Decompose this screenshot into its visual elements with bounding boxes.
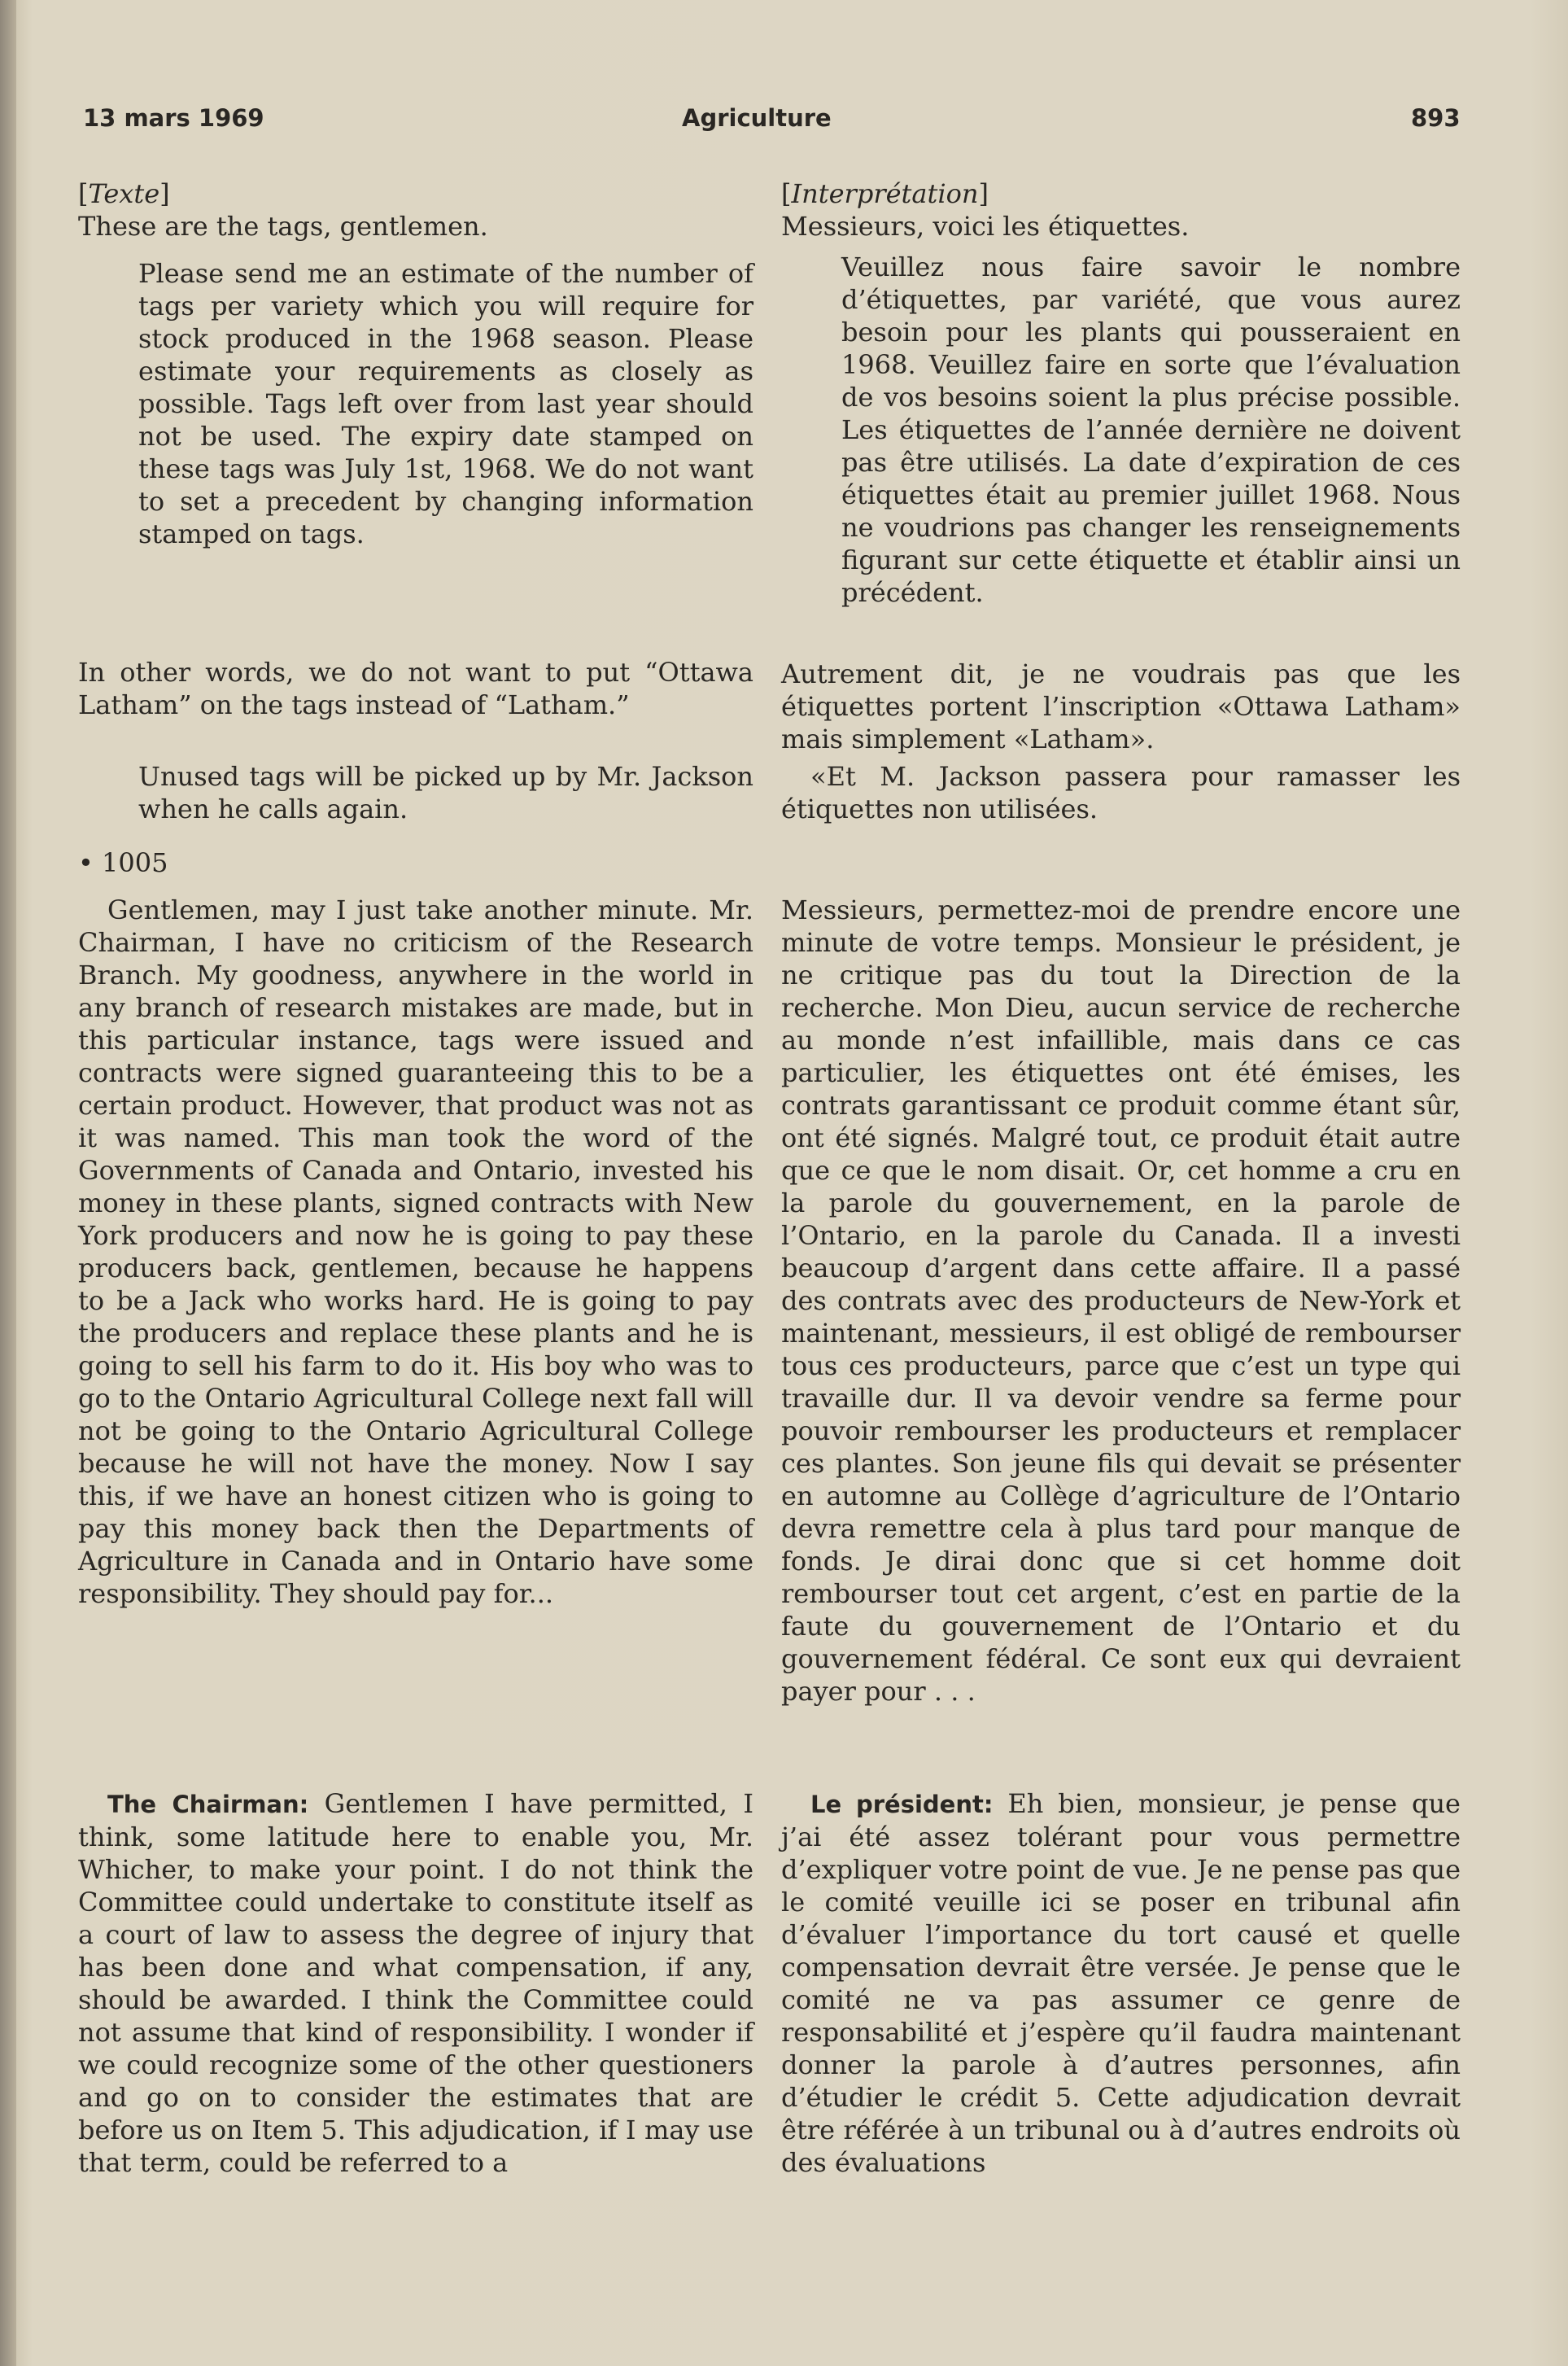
english-para-5: Gentlemen, may I just take another minute. Mr. Chairman, I have no criticism of the Research Branch. My goodness, anywhere in the world in any branch of research mistakes are made, but in this particular instance, tags were issued and contracts were signed guaranteeing this to be a certain product. However, that product was not as it was named. This man took the word of the Governments of Canada and Ontario, invested his money in these plants, signed contracts with New York producers and now he is going to pay these producers back, gentlemen, because he happens to be a Jack who works hard. He is going to pay the producers and replace these plants and he is going to sell his farm to do it. His boy who was to go to the Ontario Agricultural College next fall will not be going to the Ontario Agricultural College because he will not have the money. Now I say this, if we have an honest citizen who is going to pay this money back then the Departments of Agriculture in Canada and in Ontario have some responsibility. They should pay for... bbox=[78, 894, 753, 1609]
english-speaker: The Chairman: bbox=[107, 1791, 309, 1818]
english-para-1: These are the tags, gentlemen. bbox=[78, 211, 488, 242]
french-chairman bbox=[781, 1787, 1461, 2179]
english-unused-tags bbox=[78, 760, 753, 825]
header-page-number: 893 bbox=[1411, 104, 1461, 132]
header-date: 13 mars 1969 bbox=[83, 104, 264, 132]
french-label-open: [ bbox=[781, 178, 792, 209]
english-para-2: Please send me an estimate of the number of tags per variety which you will require for stock produced in the 1968 season. Please estimate your requirements as closely as possible. Tags left over from last year should not be used. The expiry date stamped on these tags was July 1st, 1968. We do not want to set a precedent by changing information stamped on tags. bbox=[138, 258, 753, 549]
french-label bbox=[781, 177, 1461, 243]
french-label-text: Interprétation bbox=[791, 178, 979, 209]
french-unused-tags bbox=[781, 760, 1461, 825]
english-label-open: [ bbox=[78, 178, 89, 209]
french-para-4: «Et M. Jackson passera pour ramasser les étiquettes non utilisées. bbox=[781, 761, 1461, 824]
header-title: Agriculture bbox=[682, 104, 832, 132]
english-chairman bbox=[78, 1787, 753, 2179]
time-marker-text: • 1005 bbox=[78, 847, 168, 878]
english-block-quote bbox=[78, 257, 753, 550]
english-label-close: ] bbox=[159, 178, 170, 209]
english-statement bbox=[78, 894, 753, 1610]
french-para-6: Eh bien, monsieur, je pense que j’ai été assez tolérant pour vous permettre d’expliquer votre point de vue. Je ne pense pas que le comité veuille ici se poser en tribunal afin d’évaluer l’importance du tort causé et quelle compensation devrait être versée. Je pense que le comité ne va pas assumer ce genre de responsabilité et j’espère qu’il faudra maintenant donner la parole à d’autres personnes, afin d’étudier le crédit 5. Cette adjudication devrait être référée à un tribunal ou à d’autres endroits où des évaluations bbox=[781, 1788, 1461, 2178]
binding-edge bbox=[0, 0, 16, 2366]
french-statement bbox=[781, 894, 1461, 1708]
french-label-close: ] bbox=[978, 178, 989, 209]
french-para-5: Messieurs, permettez-moi de prendre encore une minute de votre temps. Monsieur le président, je ne critique pas du tout la Direction de la recherche. Mon Dieu, aucun service de recherche au monde n’est infaillible, mais dans ce cas particulier, les étiquettes ont été émises, les contrats garantissant ce produit comme étant sûr, ont été signés. Malgré tout, ce produit était autre que ce que le nom disait. Or, cet homme a cru en la parole du gouvernement, en la parole de l’Ontario, en la parole du Canada. Il a investi beaucoup d’argent dans cette affaire. Il a passé des contrats avec des producteurs de New-York et maintenant, messieurs, il est obligé de rembourser tous ces producteurs, parce que c’est un type qui travaille dur. Il va devoir vendre sa ferme pour pouvoir rembourser les producteurs et remplacer ces plantes. Son jeune fils qui devait se présenter en automne au Collège d’agriculture de l’Ontario devra remettre cela à plus tard pour manque de fonds. Je dirai donc que si cet homme doit rembourser tout cet argent, c’est en partie de la faute du gouvernement de l’Ontario et du gouvernement fédéral. Ce sont eux qui devraient payer pour . . . bbox=[781, 894, 1461, 1707]
french-para-1: Messieurs, voici les étiquettes. bbox=[781, 211, 1190, 242]
english-para-4: Unused tags will be picked up by Mr. Jackson when he calls again. bbox=[138, 761, 753, 824]
english-other-words bbox=[78, 656, 753, 721]
time-marker bbox=[78, 846, 753, 879]
french-speaker: Le président: bbox=[810, 1791, 994, 1818]
french-block-quote bbox=[781, 251, 1461, 609]
english-para-6: Gentlemen I have permitted, I think, some latitude here to enable you, Mr. Whicher, to make your point. I do not think the Committee could undertake to constitute itself as a court of law to assess the degree of injury that has been done and what compensation, if any, should be awarded. I think the Committee could not assume that kind of responsibility. I wonder if we could recognize some of the other questioners and go on to consider the estimates that are before us on Item 5. This adjudication, if I may use that term, could be referred to a bbox=[78, 1788, 754, 2178]
french-para-3: Autrement dit, je ne voudrais pas que les étiquettes portent l’inscription «Ottawa Latham» mais simplement «Latham». bbox=[781, 658, 1461, 754]
french-other-words bbox=[781, 658, 1461, 755]
english-label-text: Texte bbox=[88, 178, 160, 209]
french-para-2: Veuillez nous faire savoir le nombre d’étiquettes, par variété, que vous aurez besoin pour les plants qui pousseraient en 1968. Veuillez faire en sorte que l’évaluation de vos besoins soient la plus précise possible. Les étiquettes de l’année dernière ne doivent pas être utilisés. La date d’expiration de ces étiquettes était au premier juillet 1968. Nous ne voudrions pas changer les renseignements figurant sur cette étiquette et établir ainsi un précédent. bbox=[841, 251, 1461, 608]
english-para-3: In other words, we do not want to put “Ottawa Latham” on the tags instead of “Latham.” bbox=[78, 657, 753, 720]
english-label bbox=[78, 177, 753, 243]
